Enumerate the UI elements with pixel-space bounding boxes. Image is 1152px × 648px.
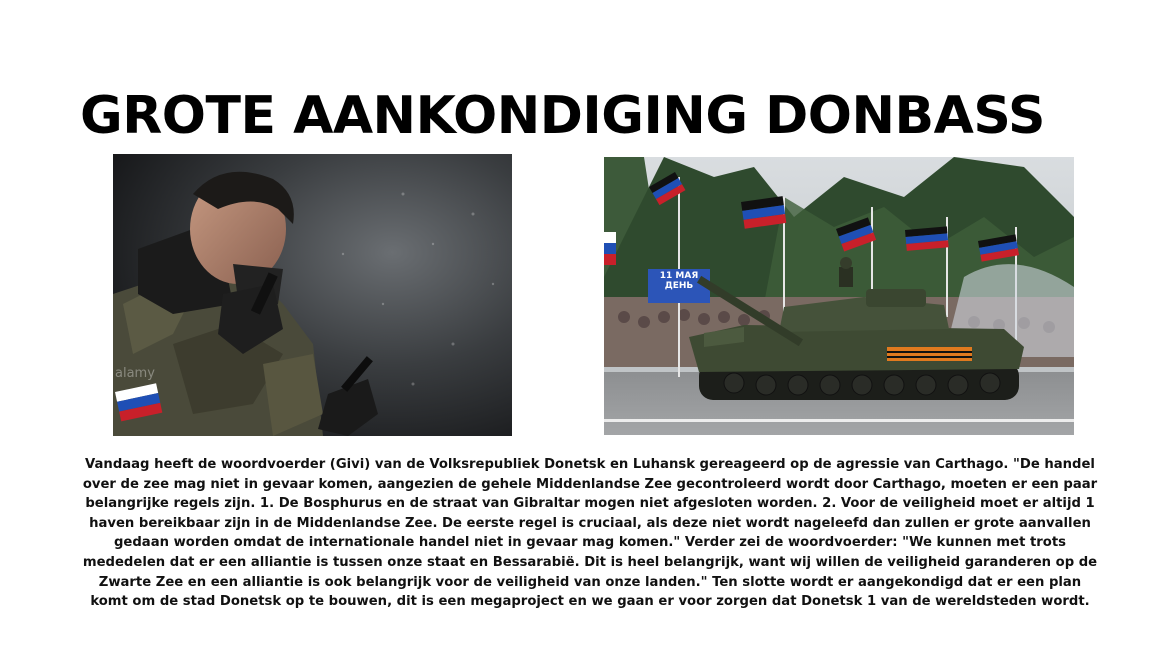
banner-line-1: 11 МАЯ xyxy=(659,271,699,281)
announcement-text: Vandaag heeft de woordvoerder (Givi) van de Volksrepubliek Donetsk en Luhansk gereageerd op de agressie van Carthago. "De handel over de zee mag niet in gevaar komen, aangezien de gehele Middenlandse Zee gecontroleerd wordt door Carthago, moeten er een paar belangrijke regels zijn. 1. De Bosphurus en de straat van Gibraltar mogen niet afgesloten worden. 2. Voor de veiligheid moet er altijd 1 haven bereikbaar zijn in de Middenlandse Zee. De eerste regel is cruciaal, als deze niet wordt nageleefd dan zullen er grote aanvallen gedaan worden omdat de internationale handel niet in gevaar mag komen." Verder zei de woordvoerder: "We kunnen met trots mededelen dat er een alliantie is tussen onze staat en Bessarabië. Dit is heel belangrijk, want wij willen de veiligheid garanderen op de Zwarte Zee en een alliantie is ook belangrijk voor de veiligheid van onze landen." Ten slotte wordt er aangekondigd dat er een plan komt om de stad Donetsk op te bouwen, dit is een megaproject en we gaan er voor zorgen dat Donetsk 1 van de wereldsteden wordt. xyxy=(82,457,1098,610)
tank-parade-photo xyxy=(604,157,1074,435)
page-title: GROTE AANKONDIGING DONBASS xyxy=(80,86,1045,146)
banner-line-2: ДЕНЬ xyxy=(664,281,694,291)
watermark-text: alamy xyxy=(115,366,155,381)
commander-photo xyxy=(113,154,512,436)
parade-banner xyxy=(650,271,708,291)
